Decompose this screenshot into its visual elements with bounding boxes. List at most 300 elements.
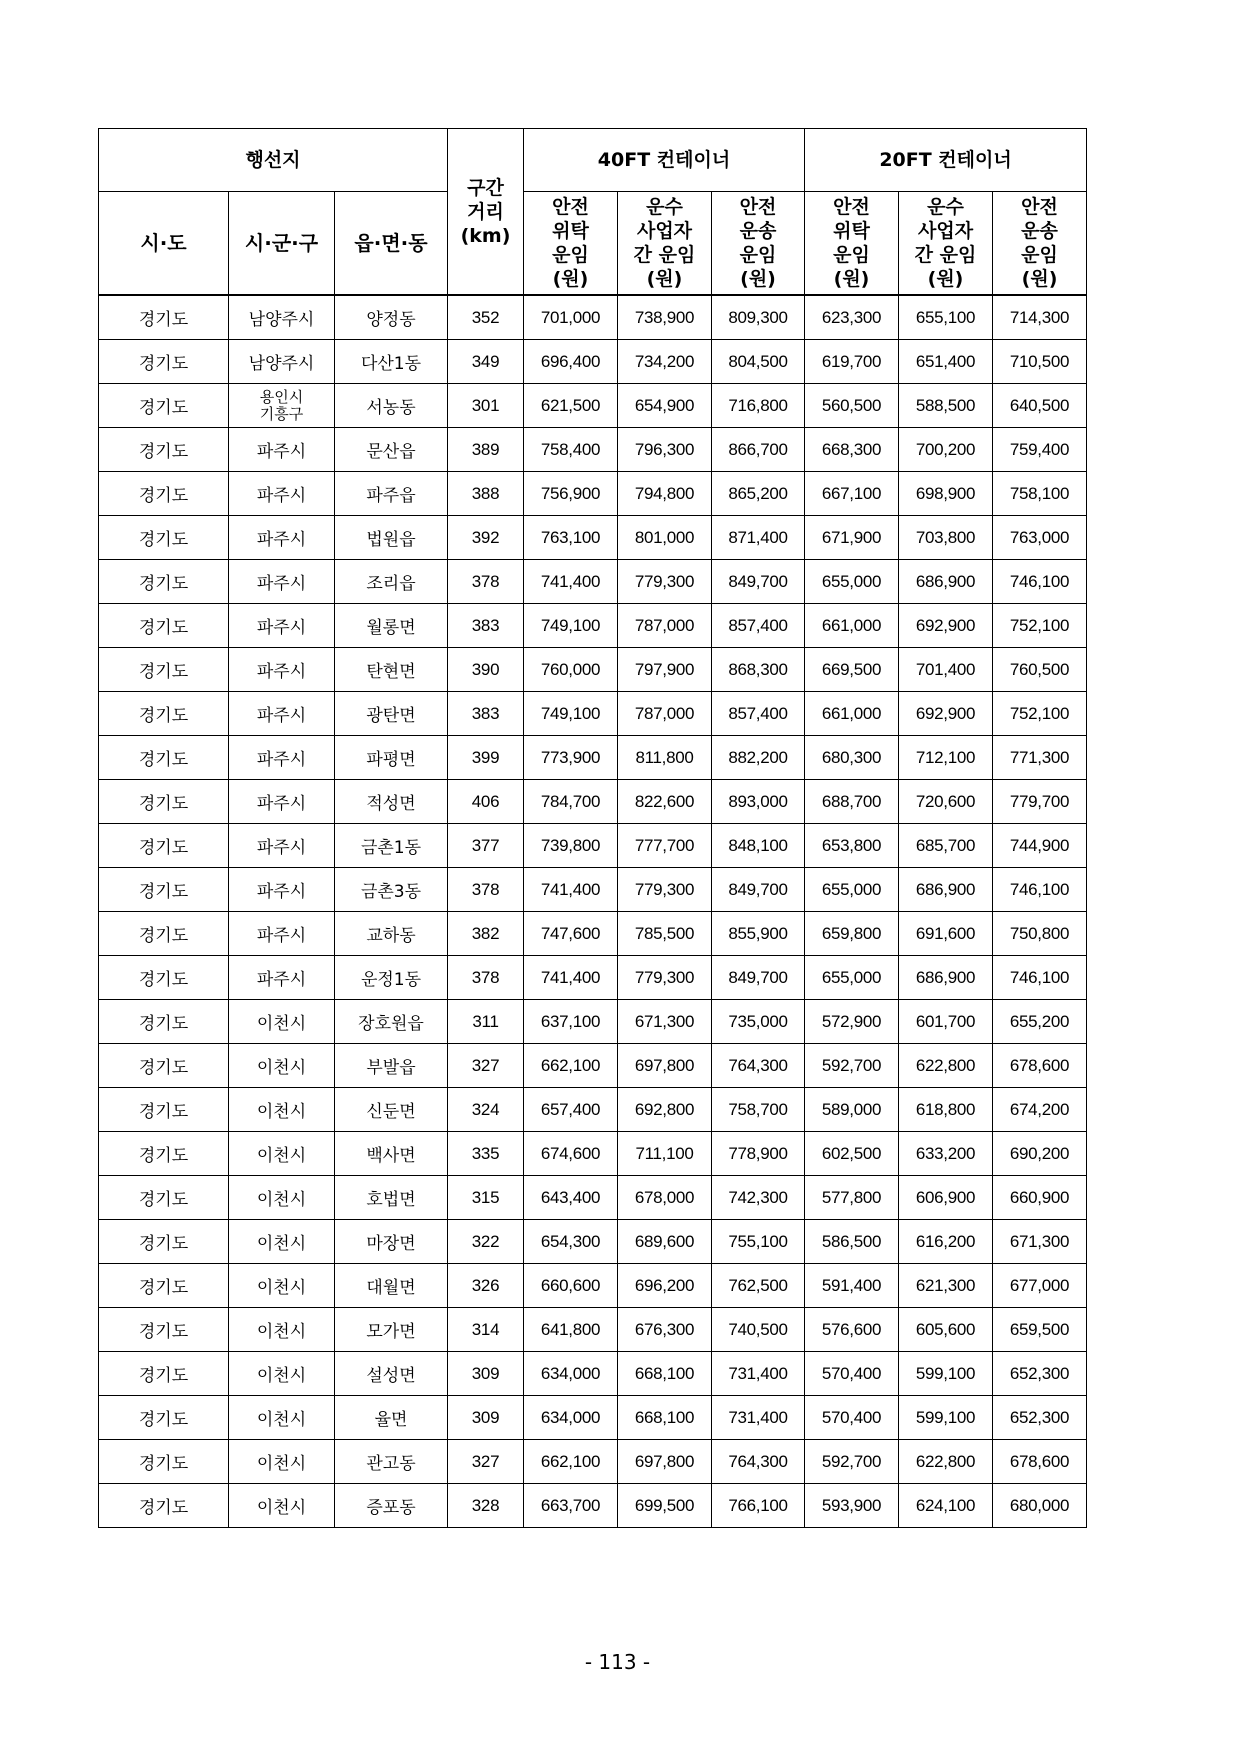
between-carriers-20ft-cell: 622,800 [899,1044,993,1088]
safe-transport-20ft-cell: 660,900 [993,1176,1087,1220]
dong-cell: 광탄면 [335,692,448,736]
safe-consign-40ft-cell: 763,100 [524,516,618,560]
sigungu-line: 파주시 [256,442,307,462]
sigungu-line: 파주시 [256,970,307,990]
safe-consign-40ft-cell: 654,300 [524,1220,618,1264]
safe-transport-20ft-cell: 690,200 [993,1132,1087,1176]
sido-cell: 경기도 [99,340,229,384]
sigungu-line: 이천시 [256,1498,307,1518]
sigungu-cell [229,604,335,648]
between-carriers-20ft-cell: 686,900 [899,868,993,912]
sido-cell: 경기도 [99,1308,229,1352]
table-row [99,296,1087,340]
safe-transport-40ft-cell: 778,900 [712,1132,805,1176]
between-carriers-40ft-cell: 699,500 [618,1484,712,1528]
safe-transport-20ft-cell: 680,000 [993,1484,1087,1528]
sigungu-cell [229,1220,335,1264]
between-carriers-40ft-cell: 797,900 [618,648,712,692]
dong-cell: 교하동 [335,912,448,956]
safe-consign-40ft-cell: 701,000 [524,296,618,340]
between-carriers-40ft-cell: 671,300 [618,1000,712,1044]
distance-cell: 327 [448,1440,524,1484]
table-row [99,1308,1087,1352]
dong-cell: 금촌1동 [335,824,448,868]
sido-cell: 경기도 [99,1352,229,1396]
sigungu-line: 이천시 [256,1014,307,1034]
distance-cell: 378 [448,956,524,1000]
between-carriers-20ft-cell: 601,700 [899,1000,993,1044]
distance-cell: 311 [448,1000,524,1044]
sigungu-cell [229,736,335,780]
table-row [99,1396,1087,1440]
safe-transport-40ft-cell: 857,400 [712,692,805,736]
safe-transport-20ft-cell: 746,100 [993,956,1087,1000]
distance-cell: 399 [448,736,524,780]
safe-consign-20ft-cell: 560,500 [805,384,899,428]
safe-transport-40ft-cell: 849,700 [712,868,805,912]
safe-consign-20ft-cell: 661,000 [805,604,899,648]
sigungu-cell [229,340,335,384]
safe-consign-20ft-cell: 577,800 [805,1176,899,1220]
safe-consign-20ft-cell: 669,500 [805,648,899,692]
dong-cell: 서농동 [335,384,448,428]
sigungu-cell [229,1264,335,1308]
between-carriers-20ft-cell: 720,600 [899,780,993,824]
safe-consign-40ft-cell: 756,900 [524,472,618,516]
sigungu-line: 이천시 [256,1322,307,1342]
safe-transport-20ft-cell: 771,300 [993,736,1087,780]
sido-cell: 경기도 [99,1176,229,1220]
safe-consign-40ft-cell: 739,800 [524,824,618,868]
sigungu-line: 파주시 [256,486,307,506]
safe-consign-20ft-cell: 671,900 [805,516,899,560]
safe-transport-20ft-cell: 640,500 [993,384,1087,428]
sido-cell: 경기도 [99,1484,229,1528]
safe-consign-20ft-cell: 592,700 [805,1440,899,1484]
safe-transport-rate-40ft-header: 안전 운송 운임 (원) [712,192,805,295]
distance-header: 구간 거리 (km) [448,129,524,295]
sigungu-cell [229,1440,335,1484]
between-carriers-40ft-cell: 787,000 [618,604,712,648]
between-carriers-20ft-cell: 655,100 [899,296,993,340]
sido-cell: 경기도 [99,472,229,516]
dong-cell: 운정1동 [335,956,448,1000]
dong-cell: 율면 [335,1396,448,1440]
table-row [99,1220,1087,1264]
table-row [99,1484,1087,1528]
safe-transport-20ft-cell: 652,300 [993,1396,1087,1440]
safe-consign-20ft-cell: 592,700 [805,1044,899,1088]
safe-consign-20ft-cell: 570,400 [805,1396,899,1440]
table-row [99,736,1087,780]
sigungu-cell [229,868,335,912]
destination-header: 행선지 [99,129,448,192]
between-carriers-40ft-cell: 738,900 [618,296,712,340]
sigungu-line: 이천시 [256,1278,307,1298]
safe-consign-40ft-cell: 784,700 [524,780,618,824]
sigungu-line: 파주시 [256,618,307,638]
safe-consign-20ft-cell: 680,300 [805,736,899,780]
safe-consign-40ft-cell: 758,400 [524,428,618,472]
safe-transport-40ft-cell: 893,000 [712,780,805,824]
between-carriers-20ft-cell: 691,600 [899,912,993,956]
sigungu-cell [229,1176,335,1220]
safe-transport-20ft-cell: 746,100 [993,560,1087,604]
safe-transport-rate-20ft-header: 안전 운송 운임 (원) [993,192,1087,295]
sido-cell: 경기도 [99,1088,229,1132]
dong-cell: 파평면 [335,736,448,780]
sido-cell: 경기도 [99,604,229,648]
dong-cell: 증포동 [335,1484,448,1528]
between-carriers-40ft-cell: 779,300 [618,956,712,1000]
safe-transport-20ft-cell: 752,100 [993,692,1087,736]
safe-transport-40ft-cell: 848,100 [712,824,805,868]
sigungu-cell [229,692,335,736]
sigungu-line: 이천시 [256,1366,307,1386]
between-carriers-rate-20ft-header: 운수 사업자 간 운임 (원) [899,192,993,295]
between-carriers-20ft-cell: 686,900 [899,560,993,604]
table-row [99,1440,1087,1484]
between-carriers-20ft-cell: 621,300 [899,1264,993,1308]
table-row [99,1132,1087,1176]
safe-consign-40ft-cell: 663,700 [524,1484,618,1528]
between-carriers-20ft-cell: 703,800 [899,516,993,560]
safe-transport-40ft-cell: 758,700 [712,1088,805,1132]
sigungu-line: 용인시 [259,387,304,406]
between-carriers-rate-40ft-header: 운수 사업자 간 운임 (원) [618,192,712,295]
sigungu-cell [229,428,335,472]
safe-consign-20ft-cell: 586,500 [805,1220,899,1264]
distance-cell: 378 [448,868,524,912]
safe-transport-20ft-cell: 763,000 [993,516,1087,560]
safe-consign-40ft-cell: 657,400 [524,1088,618,1132]
sigungu-cell [229,824,335,868]
safe-transport-40ft-cell: 882,200 [712,736,805,780]
sido-cell: 경기도 [99,516,229,560]
safe-consign-rate-20ft-header: 안전 위탁 운임 (원) [805,192,899,295]
safe-consign-40ft-cell: 662,100 [524,1044,618,1088]
safe-transport-20ft-cell: 744,900 [993,824,1087,868]
between-carriers-20ft-cell: 698,900 [899,472,993,516]
sido-cell: 경기도 [99,296,229,340]
safe-consign-20ft-cell: 570,400 [805,1352,899,1396]
safe-consign-40ft-cell: 760,000 [524,648,618,692]
table-row [99,1088,1087,1132]
sigungu-line: 파주시 [256,530,307,550]
safe-consign-rate-40ft-header: 안전 위탁 운임 (원) [524,192,618,295]
between-carriers-40ft-cell: 696,200 [618,1264,712,1308]
sido-cell: 경기도 [99,692,229,736]
distance-cell: 349 [448,340,524,384]
safe-consign-40ft-cell: 660,600 [524,1264,618,1308]
safe-transport-20ft-cell: 655,200 [993,1000,1087,1044]
dong-cell: 장호원읍 [335,1000,448,1044]
sigungu-line: 이천시 [256,1058,307,1078]
safe-transport-20ft-cell: 746,100 [993,868,1087,912]
dong-cell: 양정동 [335,296,448,340]
sigungu-cell [229,1308,335,1352]
distance-cell: 309 [448,1352,524,1396]
table-row [99,560,1087,604]
sigungu-line: 기흥구 [259,404,304,423]
sigungu-line: 파주시 [256,574,307,594]
sigungu-cell [229,516,335,560]
sigungu-line: 이천시 [256,1190,307,1210]
between-carriers-40ft-cell: 734,200 [618,340,712,384]
sido-cell: 경기도 [99,1220,229,1264]
between-carriers-20ft-cell: 692,900 [899,692,993,736]
sido-cell: 경기도 [99,868,229,912]
safe-consign-20ft-cell: 589,000 [805,1088,899,1132]
safe-consign-20ft-cell: 655,000 [805,868,899,912]
distance-cell: 388 [448,472,524,516]
dong-cell: 다산1동 [335,340,448,384]
safe-consign-20ft-cell: 661,000 [805,692,899,736]
between-carriers-40ft-cell: 678,000 [618,1176,712,1220]
safe-transport-40ft-cell: 804,500 [712,340,805,384]
between-carriers-40ft-cell: 668,100 [618,1352,712,1396]
safe-consign-20ft-cell: 659,800 [805,912,899,956]
table-row [99,516,1087,560]
sigungu-line: 이천시 [256,1410,307,1430]
sigungu-line: 파주시 [256,882,307,902]
between-carriers-40ft-cell: 692,800 [618,1088,712,1132]
dong-cell: 적성면 [335,780,448,824]
distance-cell: 378 [448,560,524,604]
safe-transport-20ft-cell: 714,300 [993,296,1087,340]
table-row [99,868,1087,912]
safe-consign-40ft-cell: 641,800 [524,1308,618,1352]
distance-cell: 383 [448,692,524,736]
safe-transport-20ft-cell: 671,300 [993,1220,1087,1264]
sigungu-cell [229,472,335,516]
safe-transport-20ft-cell: 659,500 [993,1308,1087,1352]
safe-transport-40ft-cell: 740,500 [712,1308,805,1352]
distance-cell: 326 [448,1264,524,1308]
sigungu-header: 시·군·구 [229,192,335,295]
distance-cell: 406 [448,780,524,824]
table-row [99,1352,1087,1396]
sido-cell: 경기도 [99,560,229,604]
distance-cell: 315 [448,1176,524,1220]
table-row [99,1000,1087,1044]
between-carriers-20ft-cell: 618,800 [899,1088,993,1132]
sigungu-line: 파주시 [256,794,307,814]
sido-cell: 경기도 [99,1132,229,1176]
between-carriers-20ft-cell: 624,100 [899,1484,993,1528]
table-row [99,384,1087,428]
distance-cell: 352 [448,296,524,340]
between-carriers-40ft-cell: 697,800 [618,1044,712,1088]
safe-transport-40ft-cell: 849,700 [712,560,805,604]
safe-transport-40ft-cell: 716,800 [712,384,805,428]
safe-transport-20ft-cell: 710,500 [993,340,1087,384]
sigungu-line: 파주시 [256,662,307,682]
dong-cell: 관고동 [335,1440,448,1484]
between-carriers-20ft-cell: 700,200 [899,428,993,472]
sido-cell: 경기도 [99,956,229,1000]
safe-consign-20ft-cell: 619,700 [805,340,899,384]
between-carriers-40ft-cell: 801,000 [618,516,712,560]
safe-consign-40ft-cell: 741,400 [524,868,618,912]
safe-consign-20ft-cell: 576,600 [805,1308,899,1352]
safe-consign-40ft-cell: 696,400 [524,340,618,384]
sigungu-cell [229,1088,335,1132]
between-carriers-20ft-cell: 686,900 [899,956,993,1000]
safe-transport-20ft-cell: 779,700 [993,780,1087,824]
sido-cell: 경기도 [99,736,229,780]
between-carriers-20ft-cell: 712,100 [899,736,993,780]
page-number: - 113 - [584,1650,651,1674]
safe-consign-20ft-cell: 688,700 [805,780,899,824]
distance-cell: 314 [448,1308,524,1352]
table-row [99,692,1087,736]
safe-transport-40ft-cell: 868,300 [712,648,805,692]
between-carriers-20ft-cell: 633,200 [899,1132,993,1176]
safe-consign-20ft-cell: 591,400 [805,1264,899,1308]
distance-cell: 322 [448,1220,524,1264]
table-row [99,824,1087,868]
between-carriers-40ft-cell: 689,600 [618,1220,712,1264]
safe-transport-40ft-cell: 742,300 [712,1176,805,1220]
dong-cell: 호법면 [335,1176,448,1220]
safe-transport-40ft-cell: 731,400 [712,1396,805,1440]
safe-consign-40ft-cell: 741,400 [524,956,618,1000]
safe-transport-20ft-cell: 758,100 [993,472,1087,516]
safe-transport-20ft-cell: 674,200 [993,1088,1087,1132]
distance-cell: 383 [448,604,524,648]
dong-cell: 법원읍 [335,516,448,560]
sigungu-line: 이천시 [256,1454,307,1474]
safe-consign-20ft-cell: 572,900 [805,1000,899,1044]
safe-transport-20ft-cell: 760,500 [993,648,1087,692]
table-row [99,1264,1087,1308]
safe-consign-20ft-cell: 668,300 [805,428,899,472]
between-carriers-40ft-cell: 654,900 [618,384,712,428]
safe-transport-40ft-cell: 762,500 [712,1264,805,1308]
dong-cell: 부발읍 [335,1044,448,1088]
sido-cell: 경기도 [99,1000,229,1044]
safe-consign-40ft-cell: 674,600 [524,1132,618,1176]
distance-cell: 327 [448,1044,524,1088]
sigungu-cell [229,296,335,340]
sigungu-line: 파주시 [256,926,307,946]
distance-cell: 309 [448,1396,524,1440]
sigungu-line: 파주시 [256,838,307,858]
safe-transport-40ft-cell: 731,400 [712,1352,805,1396]
safe-transport-40ft-cell: 855,900 [712,912,805,956]
table-row [99,912,1087,956]
table-row [99,428,1087,472]
sigungu-cell [229,1000,335,1044]
sigungu-line: 이천시 [256,1234,307,1254]
dong-cell: 금촌3동 [335,868,448,912]
sido-cell: 경기도 [99,780,229,824]
sido-cell: 경기도 [99,824,229,868]
sigungu-line: 남양주시 [248,354,315,374]
sido-cell: 경기도 [99,428,229,472]
safe-consign-40ft-cell: 634,000 [524,1352,618,1396]
safe-transport-40ft-cell: 849,700 [712,956,805,1000]
sigungu-line: 남양주시 [248,310,315,330]
safe-transport-40ft-cell: 865,200 [712,472,805,516]
between-carriers-40ft-cell: 794,800 [618,472,712,516]
between-carriers-40ft-cell: 676,300 [618,1308,712,1352]
sigungu-line: 파주시 [256,750,307,770]
sigungu-cell [229,1132,335,1176]
distance-cell: 324 [448,1088,524,1132]
safe-consign-40ft-cell: 749,100 [524,604,618,648]
between-carriers-40ft-cell: 796,300 [618,428,712,472]
between-carriers-40ft-cell: 822,600 [618,780,712,824]
dong-cell: 탄현면 [335,648,448,692]
safe-consign-20ft-cell: 653,800 [805,824,899,868]
between-carriers-20ft-cell: 606,900 [899,1176,993,1220]
safe-transport-40ft-cell: 766,100 [712,1484,805,1528]
table-header [99,129,1087,296]
dong-cell: 모가면 [335,1308,448,1352]
between-carriers-40ft-cell: 785,500 [618,912,712,956]
between-carriers-40ft-cell: 711,100 [618,1132,712,1176]
between-carriers-20ft-cell: 651,400 [899,340,993,384]
safe-transport-20ft-cell: 750,800 [993,912,1087,956]
safe-consign-40ft-cell: 634,000 [524,1396,618,1440]
sigungu-line: 파주시 [256,706,307,726]
table-row [99,472,1087,516]
sigungu-cell [229,780,335,824]
between-carriers-20ft-cell: 599,100 [899,1396,993,1440]
eupmyeondong-header: 읍·면·동 [335,192,448,295]
distance-cell: 377 [448,824,524,868]
safe-consign-40ft-cell: 773,900 [524,736,618,780]
between-carriers-40ft-cell: 697,800 [618,1440,712,1484]
sido-cell: 경기도 [99,1440,229,1484]
dong-cell: 마장면 [335,1220,448,1264]
safe-consign-20ft-cell: 593,900 [805,1484,899,1528]
dong-cell: 설성면 [335,1352,448,1396]
table-row [99,956,1087,1000]
safe-consign-20ft-cell: 602,500 [805,1132,899,1176]
safe-transport-20ft-cell: 759,400 [993,428,1087,472]
dong-cell: 대월면 [335,1264,448,1308]
safe-consign-40ft-cell: 749,100 [524,692,618,736]
dong-cell: 백사면 [335,1132,448,1176]
dong-cell: 신둔면 [335,1088,448,1132]
table-row [99,604,1087,648]
container-40ft-header: 40FT 컨테이너 [524,129,805,192]
sido-cell: 경기도 [99,1044,229,1088]
safe-transport-40ft-cell: 871,400 [712,516,805,560]
sigungu-cell [229,1044,335,1088]
sigungu-cell [229,1396,335,1440]
between-carriers-40ft-cell: 787,000 [618,692,712,736]
distance-cell: 389 [448,428,524,472]
sido-cell: 경기도 [99,384,229,428]
safe-transport-20ft-cell: 678,600 [993,1044,1087,1088]
safe-consign-20ft-cell: 655,000 [805,956,899,1000]
safe-consign-20ft-cell: 667,100 [805,472,899,516]
sido-cell: 경기도 [99,648,229,692]
safe-consign-40ft-cell: 747,600 [524,912,618,956]
distance-cell: 301 [448,384,524,428]
between-carriers-20ft-cell: 599,100 [899,1352,993,1396]
table-row [99,1176,1087,1220]
table-row [99,648,1087,692]
dong-cell: 조리읍 [335,560,448,604]
between-carriers-20ft-cell: 605,600 [899,1308,993,1352]
safe-consign-20ft-cell: 623,300 [805,296,899,340]
sigungu-cell [229,956,335,1000]
